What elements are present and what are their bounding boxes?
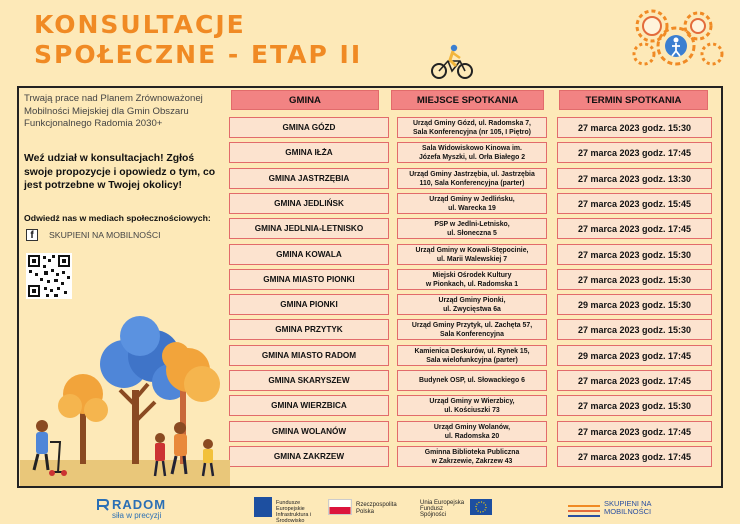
- radom-tagline: siła w precyzji: [112, 511, 162, 520]
- gears-illustration: [632, 6, 728, 70]
- miejsce-cell: Urząd Gminy w Wierzbicy, ul. Kościuszki 73: [397, 395, 547, 416]
- social-heading: Odwiedź nas w mediach społecznościowych:: [24, 213, 211, 223]
- termin-cell: 27 marca 2023 godz. 17:45: [557, 142, 712, 163]
- gmina-cell: GMINA MIASTO RADOM: [229, 345, 389, 366]
- poland-flag-icon: [328, 499, 352, 515]
- gmina-cell: GMINA PIONKI: [229, 294, 389, 315]
- termin-cell: 27 marca 2023 godz. 17:45: [557, 218, 712, 239]
- title-line-1: KONSULTACJE: [34, 10, 246, 39]
- miejsce-cell: Kamienica Deskurów, ul. Rynek 15, Sala wielofunkcyjna (parter): [397, 345, 547, 366]
- miejsce-cell: Urząd Gminy w Jedlińsku, ul. Warecka 19: [397, 193, 547, 214]
- gmina-cell: GMINA IŁŻA: [229, 142, 389, 163]
- miejsce-cell: Urząd Gminy Wolanów, ul. Radomska 20: [397, 421, 547, 442]
- gmina-cell: GMINA JEDLIŃSK: [229, 193, 389, 214]
- qr-code[interactable]: [26, 253, 72, 299]
- call-to-action: Weź udział w konsultacjach! Zgłoś swoje propozycje i opowiedz o tym, co jest potrzebne w Twojej okolicy!: [24, 153, 216, 191]
- miejsce-cell: Urząd Gminy Pionki, ul. Zwycięstwa 6a: [397, 294, 547, 315]
- gmina-cell: GMINA WIERZBICA: [229, 395, 389, 416]
- termin-cell: 29 marca 2023 godz. 17:45: [557, 345, 712, 366]
- gmina-cell: GMINA ZAKRZEW: [229, 446, 389, 467]
- eu-flag-icon: [470, 499, 492, 515]
- title-line-2: SPOŁECZNE - ETAP II: [34, 40, 363, 69]
- termin-cell: 27 marca 2023 godz. 15:30: [557, 395, 712, 416]
- eu-label: Unia Europejska Fundusz Spójności: [420, 500, 465, 518]
- radom-logo-icon: [96, 498, 110, 512]
- park-illustration: [20, 310, 230, 486]
- eu-funds-logo-icon: [254, 497, 272, 517]
- miejsce-cell: Sala Widowiskowo Kinowa im. Józefa Myszki, ul. Orła Białego 2: [397, 142, 547, 163]
- gmina-cell: GMINA JEDLNIA-LETNISKO: [229, 218, 389, 239]
- gmina-cell: GMINA GÓZD: [229, 117, 389, 138]
- termin-cell: 29 marca 2023 godz. 15:30: [557, 294, 712, 315]
- intro-text: Trwają prace nad Planem Zrównoważonej Mobilności Miejskiej dla Gmin Obszaru Funkcjonalnego Radomia 2030+: [24, 93, 203, 129]
- eu-funds-label: Fundusze Europejskie Infrastruktura i Środowisko: [276, 500, 312, 524]
- termin-cell: 27 marca 2023 godz. 15:30: [557, 319, 712, 340]
- facebook-icon[interactable]: f: [26, 229, 38, 241]
- miejsce-cell: Urząd Gminy Przytyk, ul. Zachęta 57, Sala Konferencyjna: [397, 319, 547, 340]
- header-gmina: GMINA: [231, 90, 379, 110]
- termin-cell: 27 marca 2023 godz. 15:30: [557, 117, 712, 138]
- gmina-cell: GMINA PRZYTYK: [229, 319, 389, 340]
- project-logo-icon: [566, 500, 602, 518]
- page-title: [34, 10, 362, 70]
- header-termin: TERMIN SPOTKANIA: [559, 90, 708, 110]
- radom-logo: RADOM: [112, 497, 167, 512]
- social-label[interactable]: SKUPIENI NA MOBILNOŚCI: [49, 230, 161, 240]
- miejsce-cell: Urząd Gminy w Kowali-Stępocinie, ul. Marii Walewskiej 7: [397, 244, 547, 265]
- miejsce-cell: Urząd Gminy Gózd, ul. Radomska 7, Sala Konferencyjna (nr 105, I Piętro): [397, 117, 547, 138]
- miejsce-cell: Urząd Gminy Jastrzębia, ul. Jastrzębia 110, Sala Konferencyjna (parter): [397, 168, 547, 189]
- project-logo: SKUPIENI NA MOBILNOŚCI: [604, 499, 652, 516]
- termin-cell: 27 marca 2023 godz. 15:30: [557, 244, 712, 265]
- gmina-cell: GMINA KOWALA: [229, 244, 389, 265]
- termin-cell: 27 marca 2023 godz. 15:30: [557, 269, 712, 290]
- termin-cell: 27 marca 2023 godz. 17:45: [557, 446, 712, 467]
- gmina-cell: GMINA JASTRZĘBIA: [229, 168, 389, 189]
- termin-cell: 27 marca 2023 godz. 17:45: [557, 421, 712, 442]
- cyclist-illustration: [430, 44, 474, 80]
- gmina-cell: GMINA MIASTO PIONKI: [229, 269, 389, 290]
- gmina-cell: GMINA WOLANÓW: [229, 421, 389, 442]
- poland-label: Rzeczpospolita Polska: [356, 502, 397, 515]
- miejsce-cell: Budynek OSP, ul. Słowackiego 6: [397, 370, 547, 391]
- termin-cell: 27 marca 2023 godz. 13:30: [557, 168, 712, 189]
- miejsce-cell: Gminna Biblioteka Publiczna w Zakrzewie, Zakrzew 43: [397, 446, 547, 467]
- gmina-cell: GMINA SKARYSZEW: [229, 370, 389, 391]
- miejsce-cell: PSP w Jedlni-Letnisko, ul. Słoneczna 5: [397, 218, 547, 239]
- termin-cell: 27 marca 2023 godz. 15:45: [557, 193, 712, 214]
- termin-cell: 27 marca 2023 godz. 17:45: [557, 370, 712, 391]
- header-miejsce: MIEJSCE SPOTKANIA: [391, 90, 544, 110]
- miejsce-cell: Miejski Ośrodek Kultury w Pionkach, ul. Radomska 1: [397, 269, 547, 290]
